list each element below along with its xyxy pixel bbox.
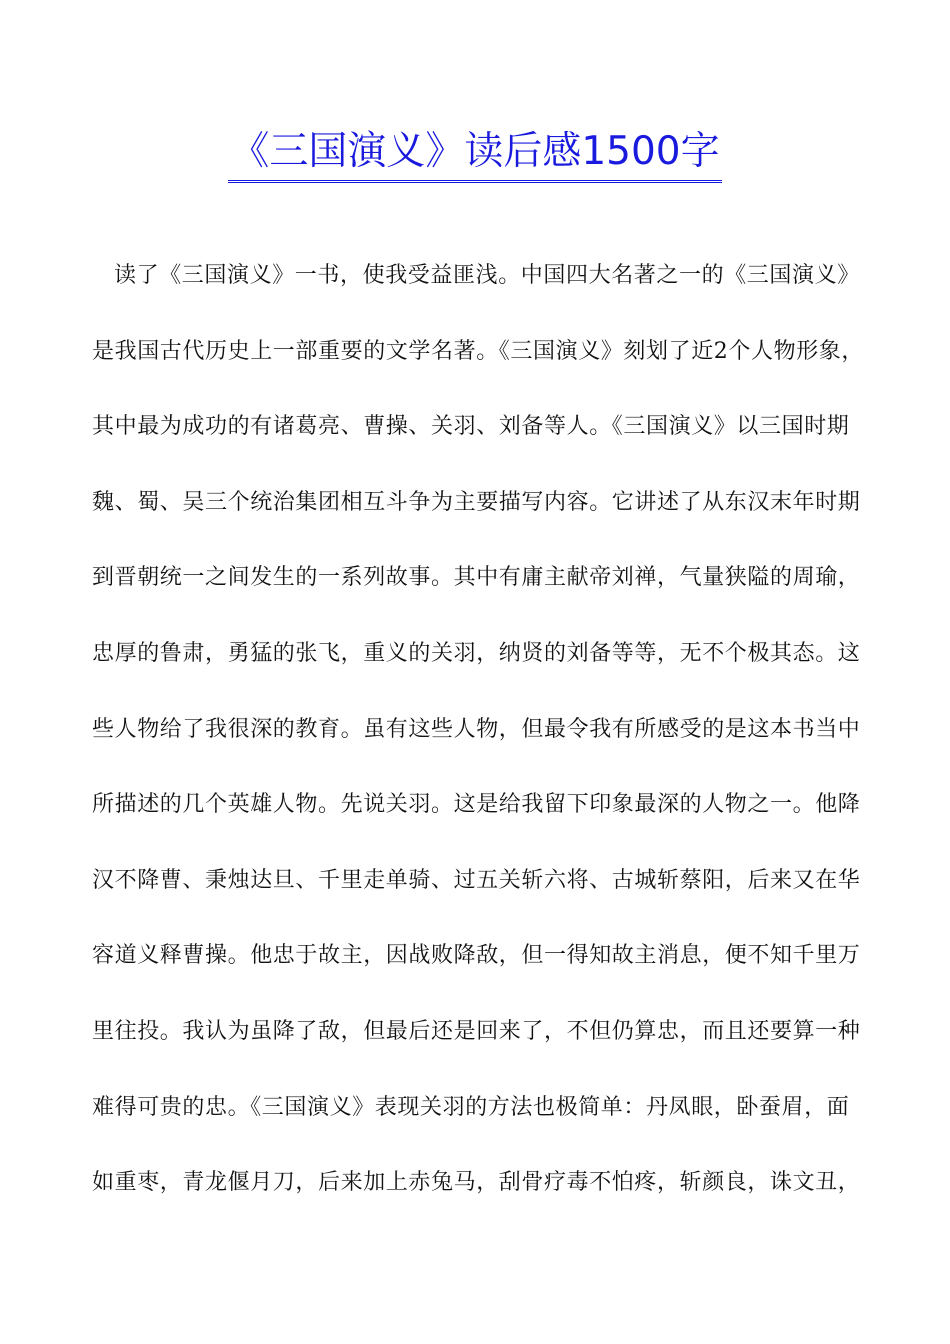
body-line: 是我国古代历史上一部重要的文学名著。《三国演义》刻划了近2个人物形象， (92, 338, 864, 364)
body-line: 汉不降曹、秉烛达旦、千里走单骑、过五关斩六将、古城斩蔡阳，后来又在华 (92, 867, 861, 893)
body-line: 里往投。我认为虽降了敌，但最后还是回来了，不但仍算忠，而且还要算一种 (92, 1018, 861, 1044)
body-line: 些人物给了我很深的教育。虽有这些人物，但最令我有所感受的是这本书当中 (92, 716, 861, 742)
body-line: 其中最为成功的有诸葛亮、曹操、关羽、刘备等人。《三国演义》以三国时期 (92, 414, 850, 440)
body-line: 读了《三国演义》一书，使我受益匪浅。中国四大名著之一的《三国演义》 (114, 263, 860, 288)
body-line: 难得可贵的忠。《三国演义》表现关羽的方法也极简单：丹凤眼，卧蚕眉，面 (92, 1094, 850, 1120)
body-line: 魏、蜀、吴三个统治集团相互斗争为主要描写内容。它讲述了从东汉末年时期 (92, 489, 861, 515)
body-line: 所描述的几个英雄人物。先说关羽。这是给我留下印象最深的人物之一。他降 (92, 792, 861, 818)
title-container (0, 124, 950, 183)
body-line: 到晋朝统一之间发生的一系列故事。其中有庸主献帝刘禅，气量狭隘的周瑜， (92, 565, 861, 591)
document-title-link[interactable]: 《三国演义》读后感1500字 (228, 124, 721, 183)
body-line: 忠厚的鲁肃，勇猛的张飞，重义的关羽，纳贤的刘备等等，无不个极其态。这 (92, 640, 861, 666)
document-body (92, 254, 882, 1237)
body-line: 如重枣，青龙偃月刀，后来加上赤兔马，刮骨疗毒不怕疼，斩颜良，诛文丑， (92, 1170, 861, 1196)
body-line: 容道义释曹操。他忠于故主，因战败降敌，但一得知故主消息，便不知千里万 (92, 943, 861, 969)
